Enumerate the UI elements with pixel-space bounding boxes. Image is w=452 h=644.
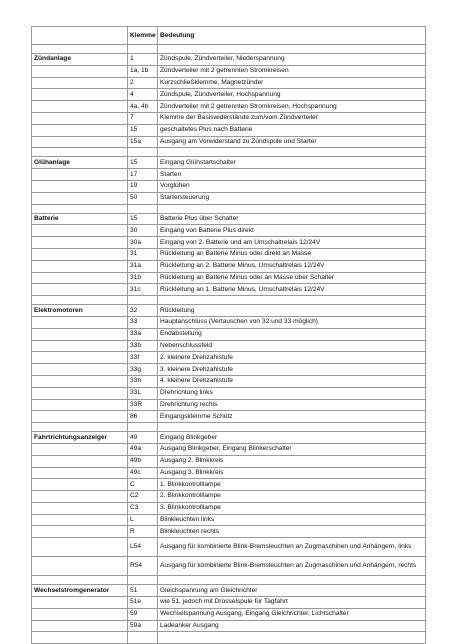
klemme-cell: 15a	[128, 136, 158, 148]
table-row	[32, 260, 426, 272]
section-label-empty	[32, 597, 128, 609]
bedeutung-cell: Eingangsklemme Schütz	[158, 411, 426, 423]
table-row	[32, 632, 426, 644]
bedeutung-cell: Batterie Plus über Schalter	[158, 213, 426, 225]
section-label-empty	[32, 620, 128, 632]
spacer-cell	[32, 204, 128, 213]
table-row	[32, 443, 426, 455]
section-label-empty	[32, 272, 128, 284]
bedeutung-cell: Eingang Blinkgeber	[158, 432, 426, 444]
section-label-empty	[32, 180, 128, 192]
table-row	[32, 514, 426, 526]
klemme-cell: 50	[128, 192, 158, 204]
bedeutung-cell: Eingang von 2. Batterie und am Umschaltrelais 12/24V	[158, 237, 426, 249]
klemme-cell: R	[128, 526, 158, 538]
bedeutung-cell: Zündspule, Zündverteiler, Niederspannung	[158, 54, 426, 66]
bedeutung-cell: Zündverteiler mit 2 getrennten Stromkreisen, Hochspannung	[158, 101, 426, 113]
header-klemme: Klemme	[128, 27, 158, 45]
table-row	[32, 65, 426, 77]
bedeutung-cell: Blinkleuchten links	[158, 514, 426, 526]
table-row	[32, 585, 426, 597]
spacer-row	[32, 148, 426, 157]
klemme-cell: 4	[128, 89, 158, 101]
section-label-empty	[32, 136, 128, 148]
bedeutung-cell: Eingang von Batterie Plus direkt	[158, 225, 426, 237]
klemme-cell: 19	[128, 180, 158, 192]
klemme-cell: 33f	[128, 352, 158, 364]
section-label-empty	[32, 455, 128, 467]
section-label-empty	[32, 77, 128, 89]
klemme-cell: 33	[128, 316, 158, 328]
section-label-empty	[32, 169, 128, 181]
table-row	[32, 387, 426, 399]
klemme-cell: 86	[128, 411, 158, 423]
bedeutung-cell: Starten	[158, 169, 426, 181]
section-label-empty	[32, 225, 128, 237]
section-label-empty	[32, 399, 128, 411]
spacer-cell	[158, 576, 426, 585]
table-row	[32, 479, 426, 491]
bedeutung-cell: Drehrichtung links	[158, 387, 426, 399]
table-row	[32, 557, 426, 576]
table-row	[32, 375, 426, 387]
table-row	[32, 491, 426, 503]
spacer-cell	[158, 148, 426, 157]
table-row	[32, 192, 426, 204]
terminal-designation-table	[31, 26, 426, 644]
spacer-cell	[128, 423, 158, 432]
table-row	[32, 136, 426, 148]
table-row	[32, 526, 426, 538]
spacer-cell	[128, 204, 158, 213]
table-row	[32, 597, 426, 609]
bedeutung-cell: Ausgang 3. Blinkkreis	[158, 467, 426, 479]
bedeutung-cell: Hauptanschluss (Vertauschen von 32 und 33 möglich)	[158, 316, 426, 328]
bedeutung-cell: 2. Blinkkontrolllampe	[158, 491, 426, 503]
section-label-empty	[32, 237, 128, 249]
section-label-empty	[32, 467, 128, 479]
klemme-cell: 1	[128, 54, 158, 66]
spacer-cell	[128, 576, 158, 585]
section-label-empty	[32, 557, 128, 576]
klemme-cell: 51	[128, 585, 158, 597]
section-label-empty	[32, 514, 128, 526]
spacer-row	[32, 423, 426, 432]
klemme-cell: C	[128, 479, 158, 491]
klemme-cell: 51e	[128, 597, 158, 609]
section-label: Wechselstromgenerator	[32, 585, 128, 597]
spacer-cell	[32, 576, 128, 585]
klemme-cell: 31a	[128, 260, 158, 272]
table-row	[32, 340, 426, 352]
section-label-empty	[32, 340, 128, 352]
klemme-cell: 15	[128, 124, 158, 136]
section-label: Zündanlage	[32, 54, 128, 66]
bedeutung-cell: Ladeanker Ausgang	[158, 620, 426, 632]
spacer-cell	[158, 423, 426, 432]
spacer-cell	[158, 45, 426, 54]
table-row	[32, 502, 426, 514]
klemme-cell: 33L	[128, 387, 158, 399]
klemme-cell: 59a	[128, 620, 158, 632]
bedeutung-cell: Gleichspannung am Gleichrichter	[158, 585, 426, 597]
section-label-empty	[32, 632, 128, 644]
table-row	[32, 432, 426, 444]
bedeutung-cell: Ausgang für kombinierte Blink-Bremsleuchten an Zugmaschinen und Anhängern, rechts	[158, 557, 426, 576]
section-label-empty	[32, 538, 128, 557]
klemme-cell: 49a	[128, 443, 158, 455]
klemme-cell: 33b	[128, 340, 158, 352]
bedeutung-cell: Ausgang 2. Blinkkreis	[158, 455, 426, 467]
table-row	[32, 364, 426, 376]
klemme-cell: 31c	[128, 284, 158, 296]
section-label-empty	[32, 491, 128, 503]
spacer-cell	[32, 148, 128, 157]
bedeutung-cell: 2. kleinere Drehzahlstufe	[158, 352, 426, 364]
klemme-cell: 1a, 1b	[128, 65, 158, 77]
klemme-cell: 30	[128, 225, 158, 237]
klemme-cell: 30a	[128, 237, 158, 249]
table-row	[32, 225, 426, 237]
section-label-empty	[32, 411, 128, 423]
table-row	[32, 411, 426, 423]
table-row	[32, 620, 426, 632]
section-label: Elektromotoren	[32, 305, 128, 317]
table-body	[32, 45, 426, 644]
table-row	[32, 180, 426, 192]
bedeutung-cell: wie 51, jedoch mit Drosselspule für Tagfahrt	[158, 597, 426, 609]
section-label-empty	[32, 364, 128, 376]
bedeutung-cell: 4. kleinere Drehzahlstufe	[158, 375, 426, 387]
section-label-empty	[32, 502, 128, 514]
section-label-empty	[32, 192, 128, 204]
klemme-cell: 17	[128, 169, 158, 181]
table-row	[32, 352, 426, 364]
klemme-cell: 2	[128, 77, 158, 89]
klemme-cell: 7	[128, 112, 158, 124]
table-row	[32, 455, 426, 467]
bedeutung-cell: 1. Blinkkontrolllampe	[158, 479, 426, 491]
table-row	[32, 89, 426, 101]
table-row	[32, 54, 426, 66]
section-label: Fahrtrichtungsanzeiger	[32, 432, 128, 444]
table-row	[32, 101, 426, 113]
table-row	[32, 538, 426, 557]
table-row	[32, 316, 426, 328]
klemme-cell: 31b	[128, 272, 158, 284]
klemme-cell: 59	[128, 608, 158, 620]
table-row	[32, 399, 426, 411]
bedeutung-cell: Rückleitung an 1. Batterie Minus, Umschaltrelais 12/24V	[158, 284, 426, 296]
spacer-row	[32, 204, 426, 213]
klemme-cell: C3	[128, 502, 158, 514]
klemme-cell: R54	[128, 557, 158, 576]
section-label: Batterie	[32, 213, 128, 225]
spacer-row	[32, 576, 426, 585]
bedeutung-cell: Drehrichtung rechts	[158, 399, 426, 411]
table-row	[32, 467, 426, 479]
spacer-cell	[158, 296, 426, 305]
section-label-empty	[32, 248, 128, 260]
section-label-empty	[32, 387, 128, 399]
section-label-empty	[32, 112, 128, 124]
bedeutung-cell: Blinkleuchten rechts	[158, 526, 426, 538]
spacer-cell	[128, 45, 158, 54]
klemme-cell: 33h	[128, 375, 158, 387]
klemme-cell: 33R	[128, 399, 158, 411]
klemme-cell: 15	[128, 157, 158, 169]
section-label-empty	[32, 328, 128, 340]
klemme-cell: 32	[128, 305, 158, 317]
table-row	[32, 305, 426, 317]
table-row	[32, 169, 426, 181]
bedeutung-cell: 3. Blinkkontrolllampe	[158, 502, 426, 514]
bedeutung-cell: Kurzschließklemme, Magnetzünder	[158, 77, 426, 89]
bedeutung-cell: Nebenschlussfeld	[158, 340, 426, 352]
section-label-empty	[32, 89, 128, 101]
section-label-empty	[32, 443, 128, 455]
bedeutung-cell: Rückleitung	[158, 305, 426, 317]
bedeutung-cell: Rückleitung an 2. Batterie Minus, Umschaltrelais 12/24V	[158, 260, 426, 272]
bedeutung-cell: geschaltetes Plus nach Batterie	[158, 124, 426, 136]
bedeutung-cell: Klemme der Basiswiderstände zum/vom Zündverteiler	[158, 112, 426, 124]
bedeutung-cell: Ausgang Blinkgeber, Eingang Blinkerschalter	[158, 443, 426, 455]
klemme-cell: 49c	[128, 467, 158, 479]
section-label-empty	[32, 352, 128, 364]
table-row	[32, 157, 426, 169]
spacer-cell	[128, 296, 158, 305]
bedeutung-cell: Zündspule, Zündverteiler, Hochspannung	[158, 89, 426, 101]
spacer-cell	[32, 45, 128, 54]
table-row	[32, 248, 426, 260]
section-label: Glühanlage	[32, 157, 128, 169]
table-row	[32, 237, 426, 249]
section-label-empty	[32, 526, 128, 538]
section-label-empty	[32, 65, 128, 77]
section-label-empty	[32, 316, 128, 328]
klemme-cell: L	[128, 514, 158, 526]
klemme-cell: 49b	[128, 455, 158, 467]
bedeutung-cell	[158, 632, 426, 644]
klemme-cell: C2	[128, 491, 158, 503]
bedeutung-cell: Eingang Glühstartschalter	[158, 157, 426, 169]
bedeutung-cell: Startersteuerung	[158, 192, 426, 204]
table-row	[32, 608, 426, 620]
bedeutung-cell: Vorglühen	[158, 180, 426, 192]
section-label-empty	[32, 284, 128, 296]
klemme-cell: 31	[128, 248, 158, 260]
table-row	[32, 328, 426, 340]
spacer-cell	[128, 148, 158, 157]
section-label-empty	[32, 260, 128, 272]
table-row	[32, 284, 426, 296]
table-row	[32, 272, 426, 284]
section-label-empty	[32, 375, 128, 387]
table-row	[32, 124, 426, 136]
spacer-cell	[32, 296, 128, 305]
klemme-cell: 49	[128, 432, 158, 444]
bedeutung-cell: Rückleitung an Batterie Minus oder an Masse über Schalter	[158, 272, 426, 284]
bedeutung-cell: Zündverteiler mit 2 getrennten Stromkreisen	[158, 65, 426, 77]
klemme-cell: 33a	[128, 328, 158, 340]
bedeutung-cell: Endabstellung	[158, 328, 426, 340]
klemme-cell: 15	[128, 213, 158, 225]
section-label-empty	[32, 479, 128, 491]
table-row	[32, 77, 426, 89]
bedeutung-cell: Rückleitung an Batterie Minus oder direkt an Masse	[158, 248, 426, 260]
bedeutung-cell: Ausgang für kombinierte Blink-Bremsleuchten an Zugmaschinen und Anhängern, links	[158, 538, 426, 557]
section-label-empty	[32, 608, 128, 620]
spacer-row	[32, 296, 426, 305]
table-row	[32, 112, 426, 124]
bedeutung-cell: 3. kleinere Drehzahlstufe	[158, 364, 426, 376]
header-bedeutung: Bedeutung	[158, 27, 426, 45]
table-row	[32, 213, 426, 225]
klemme-cell: 4a, 4b	[128, 101, 158, 113]
header-group	[32, 27, 128, 45]
section-label-empty	[32, 101, 128, 113]
bedeutung-cell: Wechselspannung Ausgang, Eingang Gleichrichter, Lichtschalter	[158, 608, 426, 620]
header-row	[32, 27, 426, 45]
spacer-cell	[158, 204, 426, 213]
bedeutung-cell: Ausgang am Vorwiderstand zu Zündspule und Starter	[158, 136, 426, 148]
spacer-cell	[32, 423, 128, 432]
klemme-cell	[128, 632, 158, 644]
klemme-cell: 33g	[128, 364, 158, 376]
section-label-empty	[32, 124, 128, 136]
spacer-row	[32, 45, 426, 54]
klemme-cell: L54	[128, 538, 158, 557]
